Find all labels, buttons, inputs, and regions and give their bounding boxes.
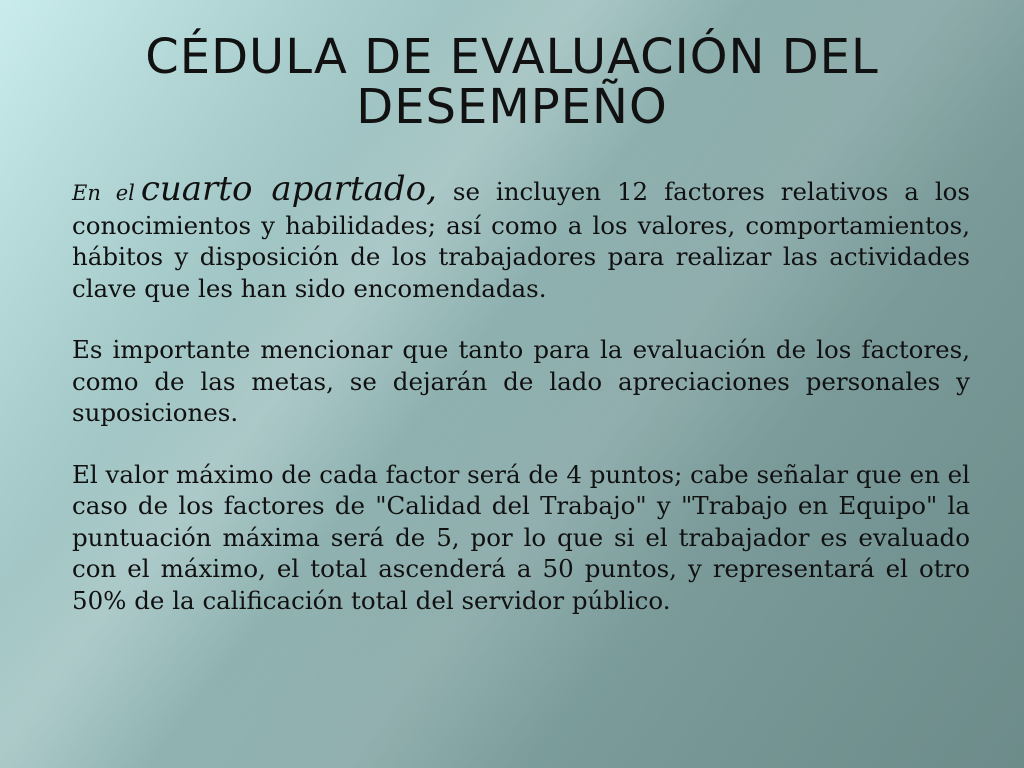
paragraph-factors-text: se incluyen 12 factores relativos a los conocimientos y habilidades; así como a los valores, comportamientos, hábitos y disposición de los trabajadores para realizar las actividades clave que les han sido encomendadas. (72, 177, 970, 303)
paragraph-objectivity: Es importante mencionar que tanto para la evaluación de los factores, como de las metas, se dejarán de lado apreciaciones personales y suposiciones. (72, 335, 970, 427)
paragraph-scoring: El valor máximo de cada factor será de 4 puntos; cabe señalar que en el caso de los factores de "Calidad del Trabajo" y "Trabajo en Equipo" la puntuación máxima será de 5, por lo que si el trabajador es evaluado con el máximo, el total ascenderá a 50 puntos, y representará el otro 50% de la calificación total del servidor público. (72, 459, 970, 615)
paragraph-factors (72, 169, 970, 304)
slide-title-line-2: DESEMPEÑO (356, 79, 668, 135)
slide-title-line-1: CÉDULA DE EVALUACIÓN DEL (145, 29, 879, 85)
paragraph-lead-small: En el (72, 181, 135, 205)
slide-title (40, 29, 984, 135)
slide-body (72, 169, 970, 646)
paragraph-lead-emphasis: cuarto apartado, (140, 169, 437, 209)
